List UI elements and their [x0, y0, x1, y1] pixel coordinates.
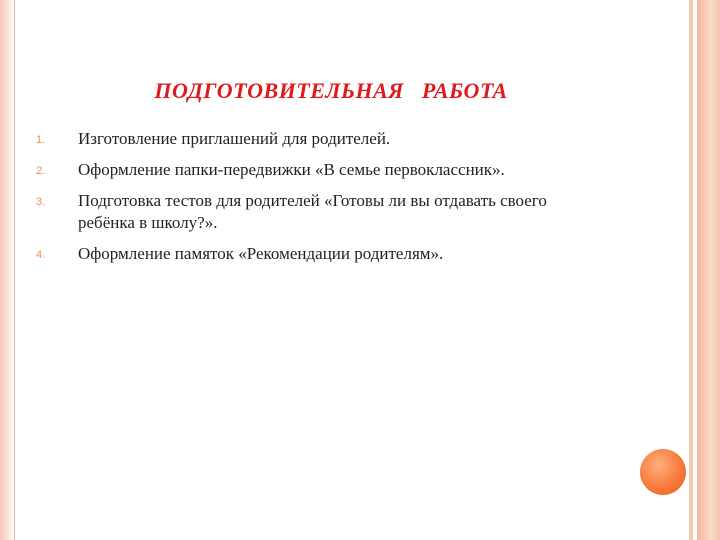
list-item-number: 4. — [36, 249, 46, 261]
list-item — [36, 128, 636, 150]
list-item — [36, 190, 636, 234]
list-item — [36, 159, 636, 181]
list-item-text: Оформление памяток «Рекомендации родителям». — [78, 244, 444, 263]
list-item — [36, 243, 636, 265]
orange-circle-decoration — [640, 449, 686, 495]
list-item-text: Изготовление приглашений для родителей. — [78, 129, 391, 148]
list-item-text: Оформление папки-передвижки «В семье первоклассник». — [78, 160, 505, 179]
list-item-number: 3. — [36, 196, 46, 208]
list-item-number: 2. — [36, 165, 46, 177]
right-decorative-stripe-wide — [697, 0, 720, 540]
slide-title: ПОДГОТОВИТЕЛЬНАЯ РАБОТА — [154, 78, 508, 103]
work-list — [36, 128, 636, 274]
list-item-number: 1. — [36, 134, 46, 146]
list-item-text: Подготовка тестов для родителей «Готовы ли вы отдавать своего ребёнка в школу?». — [78, 191, 547, 232]
